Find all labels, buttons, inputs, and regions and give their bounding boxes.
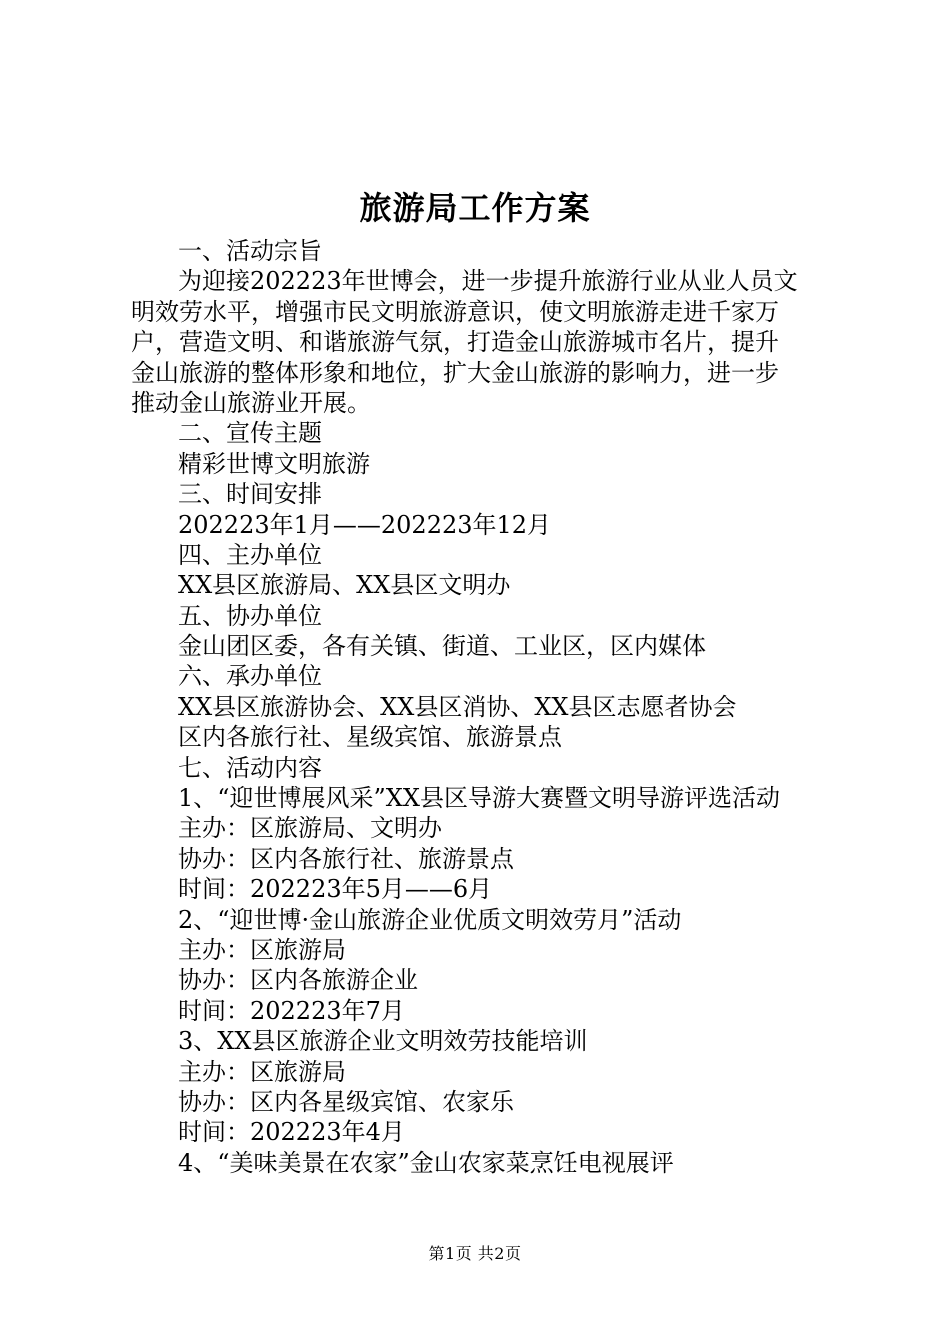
document-title: 旅游局工作方案 — [359, 189, 591, 227]
paragraph-line: 明效劳水平，增强市民文明旅游意识，使文明旅游走进千家万 — [131, 297, 779, 326]
section-heading-co-organizer: 五、协办单位 — [178, 601, 322, 630]
activity-time: 时间：202223年5月——6月 — [178, 875, 493, 904]
activity-item — [131, 783, 831, 905]
paragraph-line: 推动金山旅游业开展。 — [131, 388, 371, 417]
organizer-text: XX县区旅游局、XX县区文明办 — [178, 571, 511, 600]
activity-assist: 协办：区内各旅行社、旅游景点 — [178, 844, 514, 873]
theme-text: 精彩世博文明旅游 — [178, 449, 370, 478]
activity-assist: 协办：区内各星级宾馆、农家乐 — [178, 1087, 514, 1116]
activity-host: 主办：区旅游局 — [178, 1057, 346, 1086]
section-heading-undertaker: 六、承办单位 — [178, 662, 322, 691]
co-organizer-text: 金山团区委，各有关镇、街道、工业区，区内媒体 — [178, 632, 706, 661]
section-heading-organizer: 四、主办单位 — [178, 540, 322, 569]
activity-host: 主办：区旅游局 — [178, 935, 346, 964]
activity-title: 2、“迎世博·金山旅游企业优质文明效劳月”活动 — [178, 905, 682, 934]
schedule-text: 202223年1月——202223年12月 — [178, 510, 552, 539]
paragraph-line: 为迎接202223年世博会，进一步提升旅游行业从业人员文 — [178, 267, 798, 296]
activity-item — [131, 1026, 831, 1148]
paragraph-line: 金山旅游的整体形象和地位，扩大金山旅游的影响力，进一步 — [131, 358, 779, 387]
activity-assist: 协办：区内各旅游企业 — [178, 966, 418, 995]
activity-item — [131, 1148, 831, 1178]
activity-host: 主办：区旅游局、文明办 — [178, 814, 442, 843]
section-heading-purpose: 一、活动宗旨 — [178, 237, 322, 265]
activity-item — [131, 905, 831, 1027]
section-heading-schedule: 三、时间安排 — [178, 480, 322, 509]
undertaker-line: 区内各旅行社、星级宾馆、旅游景点 — [178, 723, 562, 752]
activity-time: 时间：202223年4月 — [178, 1118, 405, 1147]
activity-title: 4、“美味美景在农家”金山农家菜烹饪电视展评 — [178, 1148, 674, 1177]
activity-title: 3、XX县区旅游企业文明效劳技能培训 — [178, 1027, 588, 1056]
section-heading-activities: 七、活动内容 — [178, 753, 322, 782]
activity-title: 1、“迎世博展风采”XX县区导游大赛暨文明导游评选活动 — [178, 784, 780, 813]
intro-paragraph — [131, 266, 831, 418]
section-heading-theme: 二、宣传主题 — [178, 419, 322, 448]
undertaker-line: XX县区旅游协会、XX县区消协、XX县区志愿者协会 — [178, 692, 737, 721]
page-number-footer: 第1页 共2页 — [428, 1244, 522, 1263]
paragraph-line: 户，营造文明、和谐旅游气氛，打造金山旅游城市名片，提升 — [131, 328, 779, 357]
activity-time: 时间：202223年7月 — [178, 996, 405, 1025]
document-body — [131, 236, 831, 1178]
